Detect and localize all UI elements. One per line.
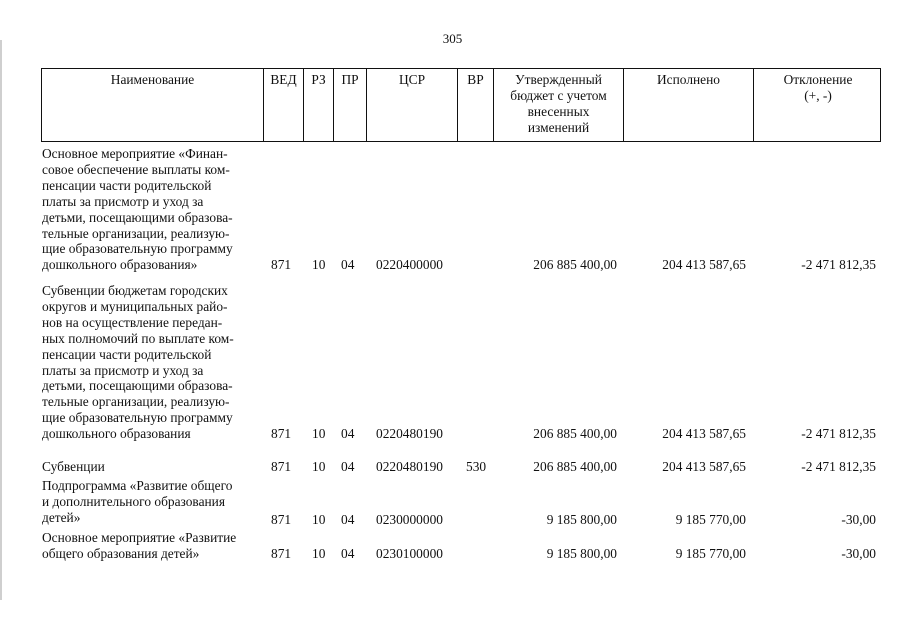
- row-name: [42, 530, 267, 562]
- row-ved: 871: [271, 546, 292, 561]
- row-rz: 10: [312, 512, 326, 527]
- row-name-line: тельные организации, реализую-: [42, 225, 230, 241]
- row-name-line: щие образовательную программу: [42, 241, 233, 257]
- row-done: 204 413 587,65: [662, 257, 746, 272]
- row-name: [42, 478, 267, 526]
- row-pr: 04: [341, 512, 355, 527]
- header-deviation-line: (+, -): [804, 87, 832, 103]
- row-name-line: общего образования детей»: [42, 545, 200, 561]
- row-name-line: совое обеспечение выплаты ком-: [42, 161, 230, 177]
- header-name: Наименование: [110, 72, 195, 87]
- table-row: [0, 459, 905, 475]
- row-done: 204 413 587,65: [662, 459, 746, 474]
- row-name: [42, 146, 267, 273]
- row-name-line: ных полномочий по выплате ком-: [42, 330, 234, 346]
- header-done: Исполнено: [623, 69, 753, 141]
- row-pr: 04: [341, 257, 355, 272]
- row-name-line: детей»: [42, 509, 81, 525]
- row-budget: 9 185 800,00: [546, 546, 617, 561]
- header-budget-line: изменений: [527, 119, 590, 135]
- header-rz: РЗ: [303, 69, 333, 141]
- row-name-line: тельные организации, реализую-: [42, 394, 230, 410]
- table-row: [0, 478, 905, 526]
- table-row: [0, 146, 905, 274]
- row-name-line: дошкольного образования: [42, 426, 191, 442]
- row-ved: 871: [271, 257, 292, 272]
- row-name-line: платы за присмотр и уход за: [42, 193, 204, 209]
- row-name-line: пенсации части родительской: [42, 346, 212, 362]
- row-vr: 530: [466, 459, 487, 474]
- row-csr: 0220480190: [376, 459, 443, 474]
- row-ved: 871: [271, 459, 292, 474]
- header-vr: ВР: [457, 69, 493, 141]
- row-budget: 206 885 400,00: [533, 459, 617, 474]
- row-done: 204 413 587,65: [662, 426, 746, 441]
- row-name-line: дошкольного образования»: [42, 257, 198, 273]
- row-pr: 04: [341, 426, 355, 441]
- row-done: 9 185 770,00: [675, 512, 746, 527]
- row-csr: 0230000000: [376, 512, 443, 527]
- header-budget-line: внесенных: [527, 103, 590, 119]
- header-pr: ПР: [333, 69, 366, 141]
- row-name-line: и дополнительного образования: [42, 493, 226, 509]
- row-ved: 871: [271, 426, 292, 441]
- row-name-line: Основное мероприятие «Развитие: [42, 530, 237, 545]
- row-name-line: детьми, посещающими образова-: [42, 209, 233, 225]
- row-csr: 0220480190: [376, 426, 443, 441]
- row-name-line: пенсации части родительской: [42, 177, 212, 193]
- row-deviation: -30,00: [841, 512, 876, 527]
- row-rz: 10: [312, 257, 326, 272]
- header-budget-line: Утвержденный: [515, 72, 602, 87]
- header-budget-line: бюджет с учетом: [510, 87, 607, 103]
- header-deviation: [753, 69, 882, 141]
- row-name-line: Субвенции бюджетам городских: [42, 283, 228, 298]
- row-name-line: округов и муниципальных райо-: [42, 298, 228, 314]
- row-name: [42, 459, 267, 475]
- row-budget: 206 885 400,00: [533, 426, 617, 441]
- header-csr: ЦСР: [366, 69, 457, 141]
- row-name: [42, 283, 267, 442]
- row-ved: 871: [271, 512, 292, 527]
- row-deviation: -2 471 812,35: [801, 426, 876, 441]
- row-deviation: -2 471 812,35: [801, 459, 876, 474]
- row-name-line: детьми, посещающими образова-: [42, 378, 233, 394]
- row-name-line: щие образовательную программу: [42, 410, 233, 426]
- row-csr: 0230100000: [376, 546, 443, 561]
- row-pr: 04: [341, 459, 355, 474]
- row-budget: 9 185 800,00: [546, 512, 617, 527]
- row-deviation: -2 471 812,35: [801, 257, 876, 272]
- row-deviation: -30,00: [841, 546, 876, 561]
- row-name-line: платы за присмотр и уход за: [42, 362, 204, 378]
- header-budget: [493, 69, 623, 141]
- row-rz: 10: [312, 546, 326, 561]
- row-name-line: нов на осуществление передан-: [42, 314, 223, 330]
- row-rz: 10: [312, 459, 326, 474]
- row-done: 9 185 770,00: [675, 546, 746, 561]
- row-rz: 10: [312, 426, 326, 441]
- row-name-line: Подпрограмма «Развитие общего: [42, 478, 233, 493]
- table-row: [0, 530, 905, 562]
- row-name-line: Основное мероприятие «Финан-: [42, 146, 228, 161]
- row-pr: 04: [341, 546, 355, 561]
- table-row: [0, 283, 905, 443]
- row-csr: 0220400000: [376, 257, 443, 272]
- table-header: [41, 68, 881, 142]
- header-deviation-line: Отклонение: [783, 72, 853, 87]
- row-budget: 206 885 400,00: [533, 257, 617, 272]
- header-ved: ВЕД: [263, 69, 303, 141]
- row-name-line: Субвенции: [42, 459, 105, 474]
- page-number: 305: [442, 31, 463, 46]
